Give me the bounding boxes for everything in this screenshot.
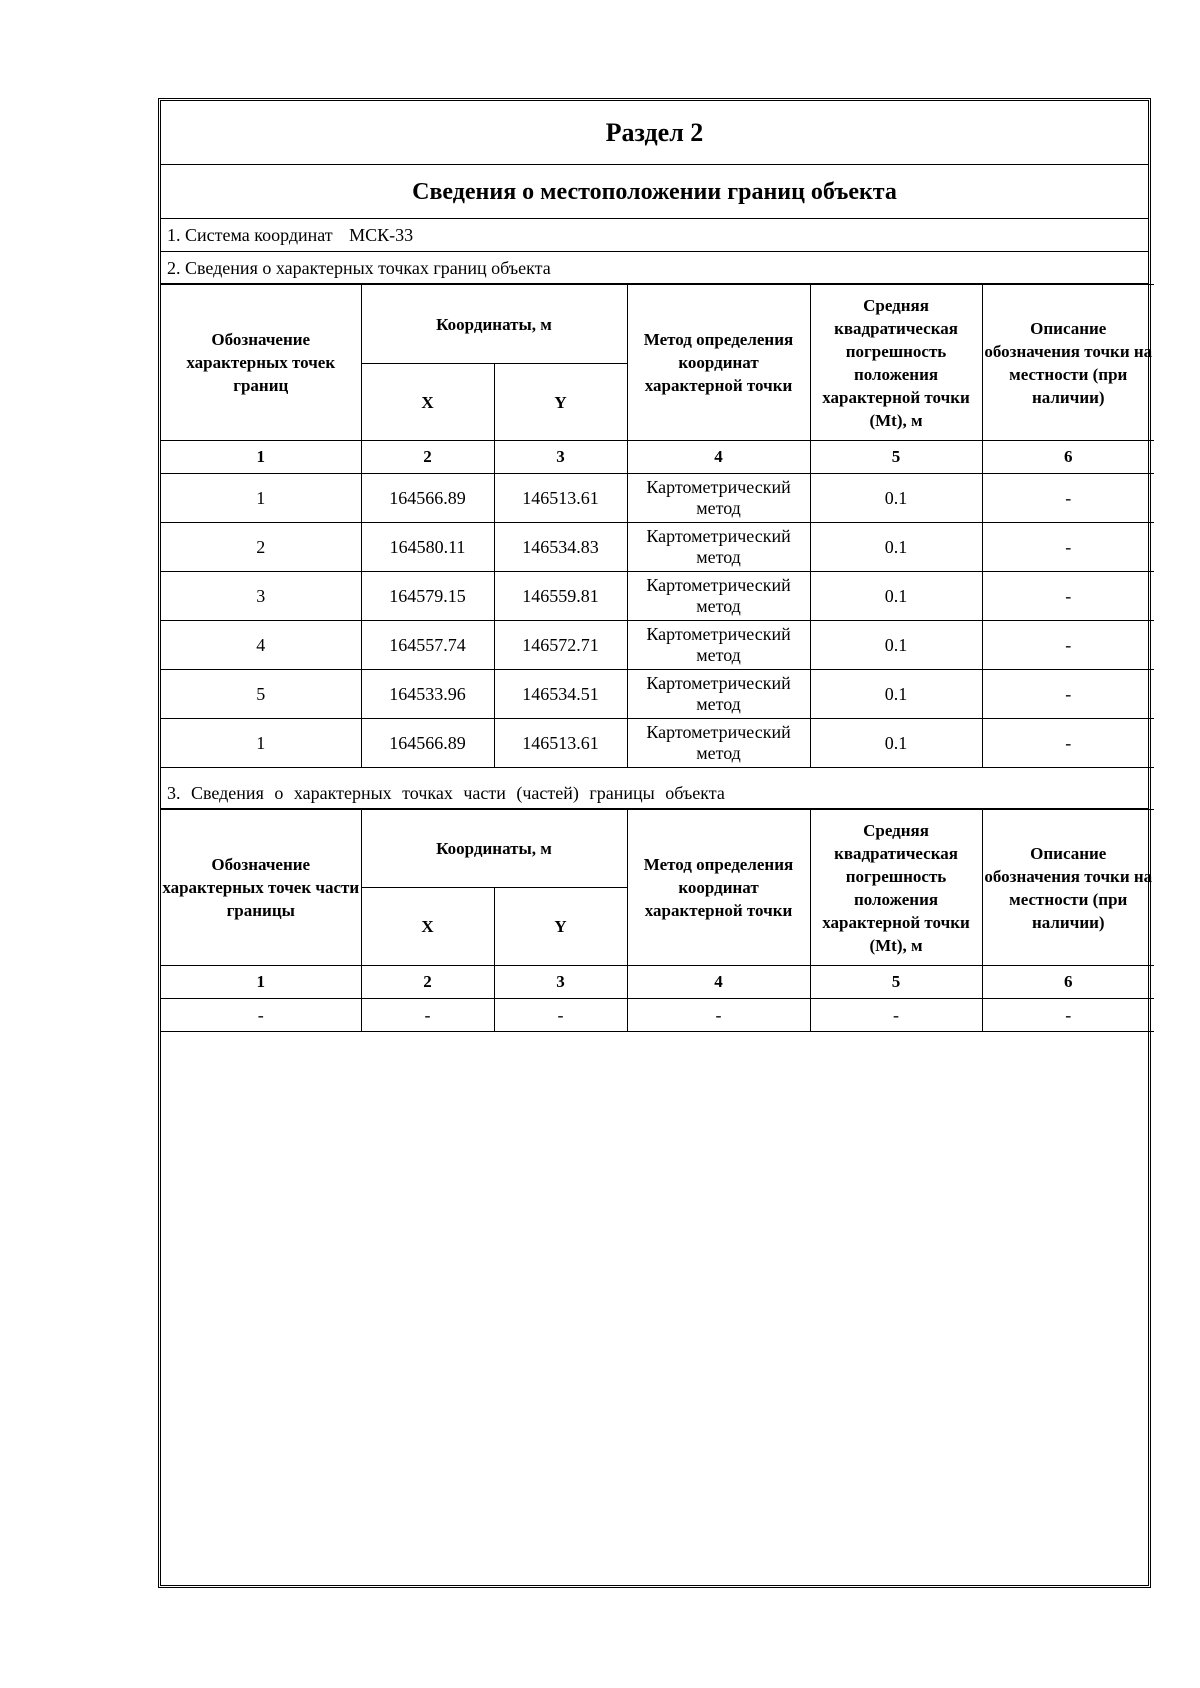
error-cell: 0.1 (810, 572, 982, 621)
method-cell: - (627, 999, 810, 1032)
header-coordinates: Координаты, м (361, 810, 627, 888)
column-number: 5 (810, 441, 982, 474)
table-row (161, 523, 1154, 572)
point-cell: 1 (161, 719, 361, 768)
points-section-title: 2. Сведения о характерных точках границ объекта (161, 252, 1148, 284)
method-cell: Картометрический метод (627, 523, 810, 572)
method-cell: Картометрический метод (627, 670, 810, 719)
point-cell: 4 (161, 621, 361, 670)
point-cell: 3 (161, 572, 361, 621)
description-cell: - (982, 621, 1154, 670)
column-number: 1 (161, 966, 361, 999)
y-cell: 146534.51 (494, 670, 627, 719)
y-cell: 146513.61 (494, 474, 627, 523)
column-number: 3 (494, 966, 627, 999)
x-cell: 164566.89 (361, 474, 494, 523)
x-cell: 164580.11 (361, 523, 494, 572)
method-cell: Картометрический метод (627, 474, 810, 523)
header-error: Средняя квадратическая погрешность положения характерной точки (Mt), м (810, 285, 982, 441)
error-cell: 0.1 (810, 474, 982, 523)
x-cell: 164566.89 (361, 719, 494, 768)
description-cell: - (982, 670, 1154, 719)
description-cell: - (982, 572, 1154, 621)
column-number: 2 (361, 966, 494, 999)
point-cell: 5 (161, 670, 361, 719)
parts-table (161, 809, 1154, 1032)
description-cell: - (982, 474, 1154, 523)
column-numbers-row (161, 441, 1154, 474)
error-cell: 0.1 (810, 719, 982, 768)
y-cell: - (494, 999, 627, 1032)
error-cell: 0.1 (810, 523, 982, 572)
x-cell: 164533.96 (361, 670, 494, 719)
error-cell: 0.1 (810, 621, 982, 670)
header-method: Метод определения координат характерной точки (627, 810, 810, 966)
table-row (161, 474, 1154, 523)
table-row (161, 621, 1154, 670)
table-row (161, 572, 1154, 621)
x-cell: 164557.74 (361, 621, 494, 670)
column-number: 3 (494, 441, 627, 474)
column-numbers-row (161, 966, 1154, 999)
column-number: 4 (627, 441, 810, 474)
header-y: Y (494, 888, 627, 966)
header-designation: Обозначение характерных точек границ (161, 285, 361, 441)
y-cell: 146572.71 (494, 621, 627, 670)
header-description: Описание обозначения точки на местности (при наличии) (982, 810, 1154, 966)
y-cell: 146559.81 (494, 572, 627, 621)
description-cell: - (982, 999, 1154, 1032)
error-cell: - (810, 999, 982, 1032)
header-x: X (361, 888, 494, 966)
header-x: X (361, 364, 494, 441)
table-row (161, 999, 1154, 1032)
header-description: Описание обозначения точки на местности (при наличии) (982, 285, 1154, 441)
coordinate-system-label: 1. Система координат (167, 225, 333, 245)
table-row (161, 670, 1154, 719)
column-number: 6 (982, 966, 1154, 999)
description-cell: - (982, 719, 1154, 768)
section-subtitle: Сведения о местоположении границ объекта (161, 165, 1148, 219)
x-cell: 164579.15 (361, 572, 494, 621)
description-cell: - (982, 523, 1154, 572)
method-cell: Картометрический метод (627, 621, 810, 670)
table-row (161, 719, 1154, 768)
column-number: 6 (982, 441, 1154, 474)
header-y: Y (494, 364, 627, 441)
column-number: 1 (161, 441, 361, 474)
x-cell: - (361, 999, 494, 1032)
error-cell: 0.1 (810, 670, 982, 719)
points-table (161, 284, 1154, 768)
y-cell: 146513.61 (494, 719, 627, 768)
header-designation: Обозначение характерных точек части границы (161, 810, 361, 966)
coordinate-system-row (161, 219, 1148, 252)
column-number: 4 (627, 966, 810, 999)
point-cell: 2 (161, 523, 361, 572)
header-method: Метод определения координат характерной точки (627, 285, 810, 441)
section-title: Раздел 2 (161, 101, 1148, 165)
y-cell: 146534.83 (494, 523, 627, 572)
method-cell: Картометрический метод (627, 572, 810, 621)
column-number: 2 (361, 441, 494, 474)
column-number: 5 (810, 966, 982, 999)
coordinate-system-value: МСК-33 (349, 225, 414, 245)
point-cell: 1 (161, 474, 361, 523)
parts-section-title: 3. Сведения о характерных точках части (частей) границы объекта (161, 777, 1148, 809)
header-coordinates: Координаты, м (361, 285, 627, 364)
header-error: Средняя квадратическая погрешность положения характерной точки (Mt), м (810, 810, 982, 966)
point-cell: - (161, 999, 361, 1032)
method-cell: Картометрический метод (627, 719, 810, 768)
document-frame (158, 98, 1151, 1588)
